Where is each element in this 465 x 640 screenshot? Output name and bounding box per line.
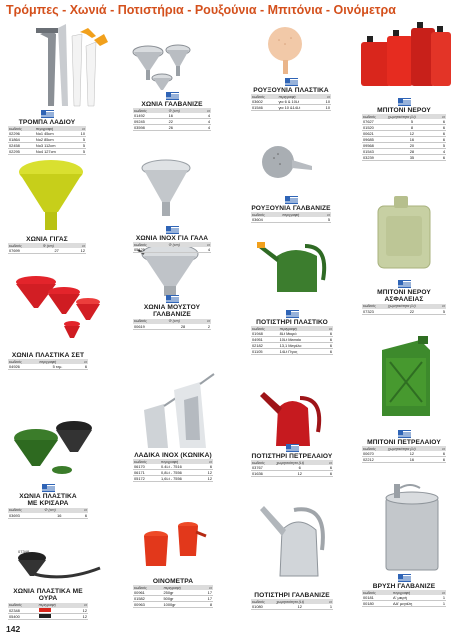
product-table: κωδικός χωρητικότητα (Lt) ▭ 00670 12 6 02212 16 6 — [363, 446, 445, 463]
product-table: κωδικός περιγραφή ▭ 06170 0.4Lt - 7516 6 06171 0,8Lt - 7556 12 05172 1,6Lt - 7556 12 — [134, 459, 212, 482]
block-rouxounia-galvanize — [251, 196, 331, 223]
table-row: 02348 12 — [9, 607, 87, 613]
table-row: 03767 6 6 — [252, 465, 332, 471]
block-title: ΧΩΝΙΑ ΠΛΑΣΤΙΚΑ ΣΕΤ — [11, 352, 85, 359]
product-table: κωδικός Φ (cm) ▭ 05125 4 — [134, 242, 210, 253]
safety-canister-picture — [376, 336, 436, 420]
product-table: κωδικός περιγραφή ▭ 00181 Α' μικρή 1 00180 ΑΑ' μεγάλη 1 — [363, 590, 445, 607]
greek-flag-icon — [166, 295, 179, 303]
color-swatch — [38, 613, 76, 619]
box-icon: ▭ — [324, 599, 333, 604]
page-number: 142 — [6, 624, 21, 634]
table-row: 02212 16 6 — [363, 457, 445, 463]
block-potistiri-petreleou — [251, 444, 333, 477]
greek-flag-icon — [286, 310, 299, 318]
box-icon: ▭ — [437, 114, 446, 119]
product-table: κωδικός περιγραφή ▭ 03602 για 6 & 10Lt 10 01546 για 10 &14Lt 10 — [252, 94, 330, 111]
table-row: 00961 250gr 17 — [134, 590, 212, 596]
table-row: 01636 12 6 — [252, 471, 332, 477]
block-xonia-gigas — [8, 236, 86, 254]
funnel-set-picture — [12, 268, 112, 342]
box-icon: ▭ — [324, 460, 333, 465]
block-xonia-oura — [8, 588, 88, 620]
block-oinometra — [133, 578, 213, 608]
block-title: ΜΠΙΤΟΝΙ ΠΕΤΡΕΛΑΙΟΥ — [367, 439, 441, 446]
block-ladika-inox — [133, 452, 213, 482]
galvanized-watering-can-picture — [258, 500, 342, 580]
box-icon: ▭ — [323, 326, 333, 331]
table-row: 09568 20 5 — [363, 143, 445, 149]
box-icon: ▭ — [198, 242, 211, 247]
block-xonia-galvanize — [133, 92, 211, 131]
box-icon: ▭ — [437, 304, 446, 309]
block-title: ΧΩΝΙΑ ΓΑΛΒΑΝΙΖΕ — [141, 101, 203, 108]
water-jerrycans-picture — [355, 22, 455, 96]
water-canister-picture — [372, 196, 436, 272]
table-row: 04926 5 τεμ. 6 — [9, 364, 87, 370]
box-icon: ▭ — [75, 126, 86, 131]
table-row: 00621 12 6 — [363, 131, 445, 137]
block-title: ΧΩΝΙΑ ΠΛΑΣΤΙΚΑ ΜΕ ΚΡΙΣΑΡΑ — [19, 493, 77, 508]
table-row: 00181 Α' μικρή 1 — [363, 595, 445, 601]
box-icon: ▭ — [201, 459, 213, 464]
oil-watering-can-picture — [258, 388, 330, 450]
page-header — [0, 0, 465, 20]
picture-code-label: 07348 — [18, 549, 30, 554]
block-mpitoni-nerou — [362, 98, 446, 161]
product-table: κωδικός χωρητικότητα (Lt) ▭ 03767 6 6 01636 12 6 — [252, 460, 332, 477]
greek-flag-icon — [166, 226, 179, 234]
table-row: 05125 4 — [134, 247, 210, 253]
greek-flag-icon — [398, 574, 411, 582]
table-row: 02458 No3 112cm 5 — [9, 143, 85, 149]
table-row: 01546 για 10 &14Lt 10 — [252, 105, 330, 111]
block-title: ΟΙΝΟΜΕΤΡΑ — [152, 578, 194, 585]
table-row: 02295 No4 127cm 5 — [9, 149, 85, 155]
product-table: κωδικός περιγραφή ▭ 04926 5 τεμ. 6 — [9, 359, 87, 370]
giant-funnel-picture — [12, 156, 90, 234]
block-title: ΡΟΥΞΟΥΝΙΑ ΠΛΑΣΤΙΚΑ — [253, 87, 329, 94]
block-xonia-plastika-set — [8, 352, 88, 370]
table-row: 01543 28 4 — [363, 149, 445, 155]
table-row: 05172 1,6Lt - 7556 12 — [134, 476, 212, 482]
box-icon: ▭ — [437, 446, 446, 451]
block-title: ΧΩΝΙΑ ΠΛΑΣΤΙΚΑ ΜΕ ΟΥΡΑ — [13, 588, 83, 603]
block-title: ΜΠΙΤΟΝΙ ΝΕΡΟΥ — [377, 107, 431, 114]
block-title: ΡΟΥΞΟΥΝΙΑ ΓΑΛΒΑΝΙΖΕ — [251, 205, 331, 212]
block-title: ΤΡΟΜΠΑ ΛΑΔΙΟΥ — [18, 119, 76, 126]
box-icon: ▭ — [75, 508, 88, 513]
oil-drum-picture — [380, 484, 444, 572]
block-title: ΒΡΥΣΗ ΓΑΛΒΑΝΙΖΕ — [372, 583, 436, 590]
product-table: κωδικός Φ (cm) ▭ 01492 16 4 09245 22 4 03598 26 4 — [134, 108, 210, 131]
table-row: 00180 ΑΑ' μεγάλη 1 — [363, 601, 445, 607]
block-title: ΧΩΝΙΑ ΓΙΓΑΣ — [26, 236, 68, 243]
page-title: Τρόμπες - Χωνιά - Ποτιστήρια - Ρουξούνια - Μπιτόνια - Οινόμετρα — [6, 3, 396, 17]
table-row: 03604 5 — [252, 217, 330, 223]
table-header: περιγραφή — [35, 126, 75, 131]
product-table: κωδικός χωρητικότητα (Lt) ▭ 07627 5 6 01520 8 6 00621 12 6 09685 16 6 09568 20 5 01543 28 4 03239 35 6 — [363, 114, 445, 161]
block-title: ΠΟΤΙΣΤΗΡΙ ΠΛΑΣΤΙΚΟ — [256, 319, 328, 326]
box-icon: ▭ — [198, 108, 211, 113]
product-table: κωδικός περιγραφή ▭ 01948 8Lt Μικρό 6 04951 10Lt Μεσαίο 6 02182 13,1 Μεγάλο 6 01105 14Lt Γίγας 6 — [252, 326, 332, 355]
product-table: κωδικός περιγραφή ▭ 00961 250gr 17 01582 500gr 17 00963 1000gr 8 — [134, 585, 212, 608]
plastic-watering-can-picture — [255, 240, 335, 298]
table-row: 03693 16 6 — [9, 512, 87, 518]
table-row: 07627 5 6 — [363, 119, 445, 125]
product-table: κωδικός περιγραφή ▭ 02348 12 05400 12 — [9, 603, 87, 619]
greek-flag-icon — [285, 196, 298, 204]
box-icon: ▭ — [72, 243, 86, 248]
product-table: κωδικός Φ (cm) ▭ 07699 27 12 — [9, 243, 85, 254]
galvanized-funnels-picture — [128, 40, 196, 90]
table-row: 06170 0.4Lt - 7516 6 — [134, 464, 212, 470]
block-mpitoni-petreleou — [362, 430, 446, 463]
table-row: 01948 8Lt Μικρό 6 — [252, 331, 332, 337]
wine-meters-picture — [138, 512, 208, 574]
table-row: 00963 1000gr 8 — [134, 602, 212, 608]
oil-pump-picture — [10, 22, 110, 108]
box-icon: ▭ — [320, 94, 331, 99]
product-table: κωδικός χωρητικότητα (Lt) ▭ 01080 12 1 — [252, 599, 332, 610]
greek-flag-icon — [42, 484, 55, 492]
table-row: 09245 22 4 — [134, 119, 210, 125]
product-table: κωδικός χωρητικότητα (Lt) ▭ 07323 22 5 — [363, 304, 445, 314]
table-row: 05400 12 — [9, 613, 87, 619]
galvanized-rose-spout-picture — [258, 140, 314, 190]
box-icon: ▭ — [320, 212, 331, 217]
table-row: 01080 12 1 — [252, 604, 332, 610]
greek-flag-icon — [166, 92, 179, 100]
block-title: ΠΟΤΙΣΤΗΡΙ ΓΑΛΒΑΝΙΖΕ — [254, 592, 330, 599]
greek-flag-icon — [41, 110, 54, 118]
greek-flag-icon — [398, 430, 411, 438]
block-title: ΠΟΤΙΣΤΗΡΙ ΠΕΤΡΕΛΑΙΟΥ — [251, 453, 333, 460]
block-xonia-inox-gala — [133, 226, 211, 253]
plastic-rose-spouts-picture — [255, 22, 317, 80]
table-row: 04951 10Lt Μεσαίο 6 — [252, 337, 332, 343]
greek-flag-icon — [398, 280, 411, 288]
table-row: 01864 No2 85cm 5 — [9, 137, 85, 143]
table-row: 09685 16 6 — [363, 137, 445, 143]
table-row: 01520 8 6 — [363, 125, 445, 131]
greek-flag-icon — [286, 444, 299, 452]
table-row: 06171 0,8Lt - 7556 12 — [134, 470, 212, 476]
greek-flag-icon — [398, 98, 411, 106]
table-row: 00619 28 2 — [134, 323, 210, 329]
block-title: ΧΩΝΙΑ ΜΟΥΣΤΟΥ ΓΑΛΒΑΝΙΖΕ — [143, 304, 201, 319]
table-row: 02296 No1 45cm 10 — [9, 131, 85, 137]
product-table: κωδικός Φ (cm) ▭ 03693 16 6 — [9, 508, 87, 518]
box-icon: ▭ — [198, 319, 211, 324]
product-table: κωδικός περιγραφή ▭ 03604 5 — [252, 212, 330, 223]
table-row: 07699 27 12 — [9, 248, 85, 254]
table-row: 00670 12 6 — [363, 451, 445, 457]
block-vrysi-galvanize — [362, 574, 446, 607]
block-title: ΜΠΙΤΟΝΙ ΝΕΡΟΥ ΑΣΦΑΛΕΙΑΣ — [377, 289, 431, 304]
box-icon: ▭ — [200, 585, 213, 590]
block-potistiri-galvanize — [251, 592, 333, 610]
greek-flag-icon — [285, 78, 298, 86]
table-row: 01492 16 4 — [134, 113, 210, 119]
milk-funnel-picture — [138, 156, 196, 218]
product-table — [8, 126, 86, 155]
table-row: 01582 500gr 17 — [134, 596, 212, 602]
table-row: 03239 35 6 — [363, 155, 445, 161]
block-mpitoni-asfaleias — [362, 280, 446, 315]
block-rouxounia-plastika — [251, 78, 331, 111]
table-header: κωδικός — [8, 126, 35, 131]
box-icon: ▭ — [75, 603, 88, 608]
oil-cans-inox-picture — [140, 370, 218, 450]
block-title: ΛΑΔΙΚΑ INOX (ΚΩΝΙΚΑ) — [134, 452, 212, 459]
box-icon: ▭ — [77, 359, 88, 364]
block-xonia-krisara — [8, 484, 88, 519]
table-row: 01105 14Lt Γίγας 6 — [252, 349, 332, 355]
table-row: 02182 13,1 Μεγάλο 6 — [252, 343, 332, 349]
table-row: 03602 για 6 & 10Lt 10 — [252, 99, 330, 105]
block-title: ΧΩΝΙΑ INOX ΓΙΑ ΓΑΛΑ — [135, 235, 209, 242]
strainer-funnels-picture — [12, 410, 102, 482]
table-row: 07323 22 5 — [363, 308, 445, 314]
product-table: κωδικός Φ (cm) ▭ 00619 28 2 — [134, 319, 210, 329]
block-potistiri-plastiko — [251, 310, 333, 355]
block-trompa — [8, 110, 86, 155]
block-xonia-moustou — [133, 295, 211, 330]
box-icon: ▭ — [435, 590, 446, 595]
table-row: 03598 26 4 — [134, 125, 210, 131]
